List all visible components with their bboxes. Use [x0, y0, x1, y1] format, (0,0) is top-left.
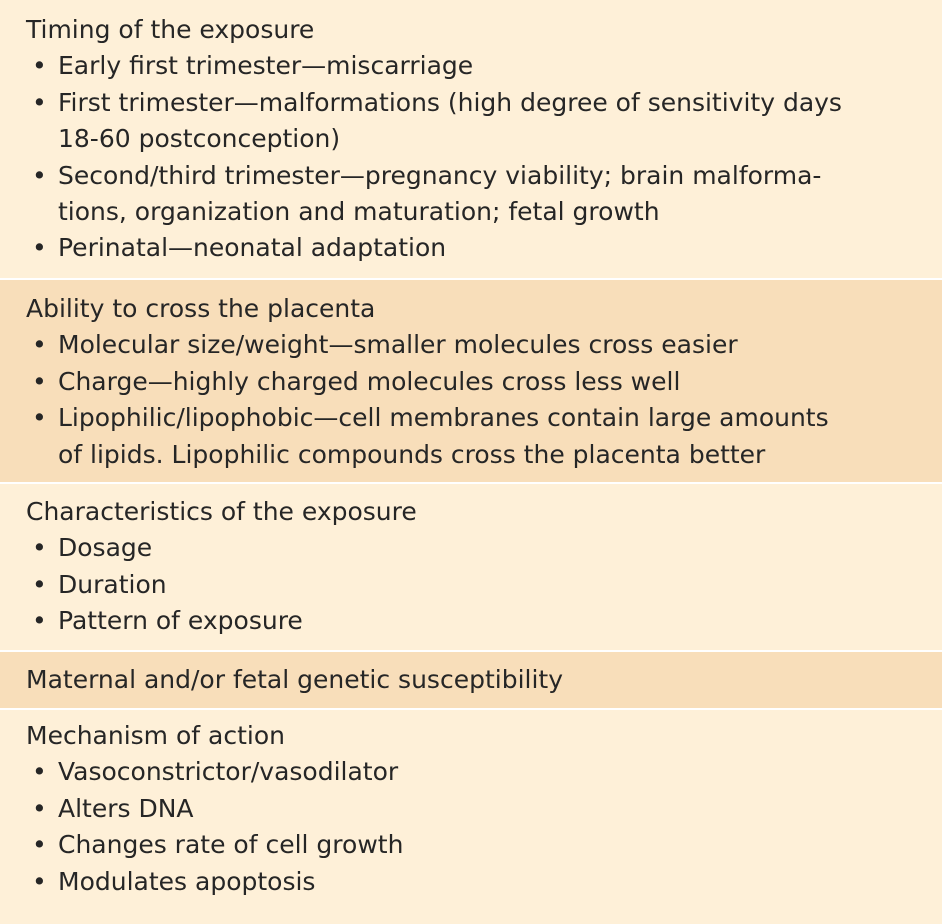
- list-item: • Second/third trimester—pregnancy viability; brain malforma- tions, organization and maturation; fetal growth: [26, 158, 934, 231]
- bullet-dot-icon: •: [32, 87, 47, 117]
- list-item: • First trimester—malformations (high degree of sensitivity days 18-60 postconception): [26, 85, 934, 158]
- list-item: • Vasoconstrictor/vasodilator: [26, 754, 934, 790]
- section-heading: Ability to cross the placenta: [26, 294, 376, 323]
- section-heading: Mechanism of action: [26, 721, 285, 750]
- bullet-dot-icon: •: [32, 51, 47, 81]
- section-mechanism: [0, 710, 942, 924]
- list-item: • Molecular size/weight—smaller molecules cross easier: [26, 327, 934, 363]
- list-item: • Changes rate of cell growth: [26, 827, 934, 863]
- list-item: • Charge—highly charged molecules cross less well: [26, 364, 934, 400]
- bullet-dot-icon: •: [32, 366, 47, 396]
- section-genetic: [0, 652, 942, 708]
- section-heading: Timing of the exposure: [26, 15, 315, 44]
- bullet-dot-icon: •: [32, 830, 47, 860]
- list-item: • Modulates apoptosis: [26, 864, 934, 900]
- section-timing: [0, 0, 942, 278]
- list-item: • Early first trimester—miscarriage: [26, 48, 934, 84]
- bullet-dot-icon: •: [32, 606, 47, 636]
- list-item: • Perinatal—neonatal adaptation: [26, 230, 934, 266]
- bullet-list: [26, 48, 934, 266]
- bullet-dot-icon: •: [32, 330, 47, 360]
- list-item: • Duration: [26, 567, 934, 603]
- bullet-dot-icon: •: [32, 866, 47, 896]
- list-item: • Dosage: [26, 530, 934, 566]
- list-item: • Alters DNA: [26, 791, 934, 827]
- bullet-list: [26, 327, 934, 473]
- section-heading: Maternal and/or fetal genetic susceptibility: [26, 665, 563, 694]
- bullet-dot-icon: •: [32, 793, 47, 823]
- section-placenta: [0, 280, 942, 482]
- bullet-dot-icon: •: [32, 160, 47, 190]
- list-item: • Pattern of exposure: [26, 603, 934, 639]
- bullet-dot-icon: •: [32, 233, 47, 263]
- bullet-dot-icon: •: [32, 403, 47, 433]
- bullet-dot-icon: •: [32, 569, 47, 599]
- bullet-list: [26, 754, 934, 900]
- list-item: • Lipophilic/lipophobic—cell membranes contain large amounts of lipids. Lipophilic compounds cross the placenta better: [26, 400, 934, 473]
- bullet-dot-icon: •: [32, 533, 47, 563]
- bullet-list: [26, 530, 934, 639]
- section-heading: Characteristics of the exposure: [26, 497, 417, 526]
- bullet-dot-icon: •: [32, 757, 47, 787]
- section-characteristics: [0, 484, 942, 650]
